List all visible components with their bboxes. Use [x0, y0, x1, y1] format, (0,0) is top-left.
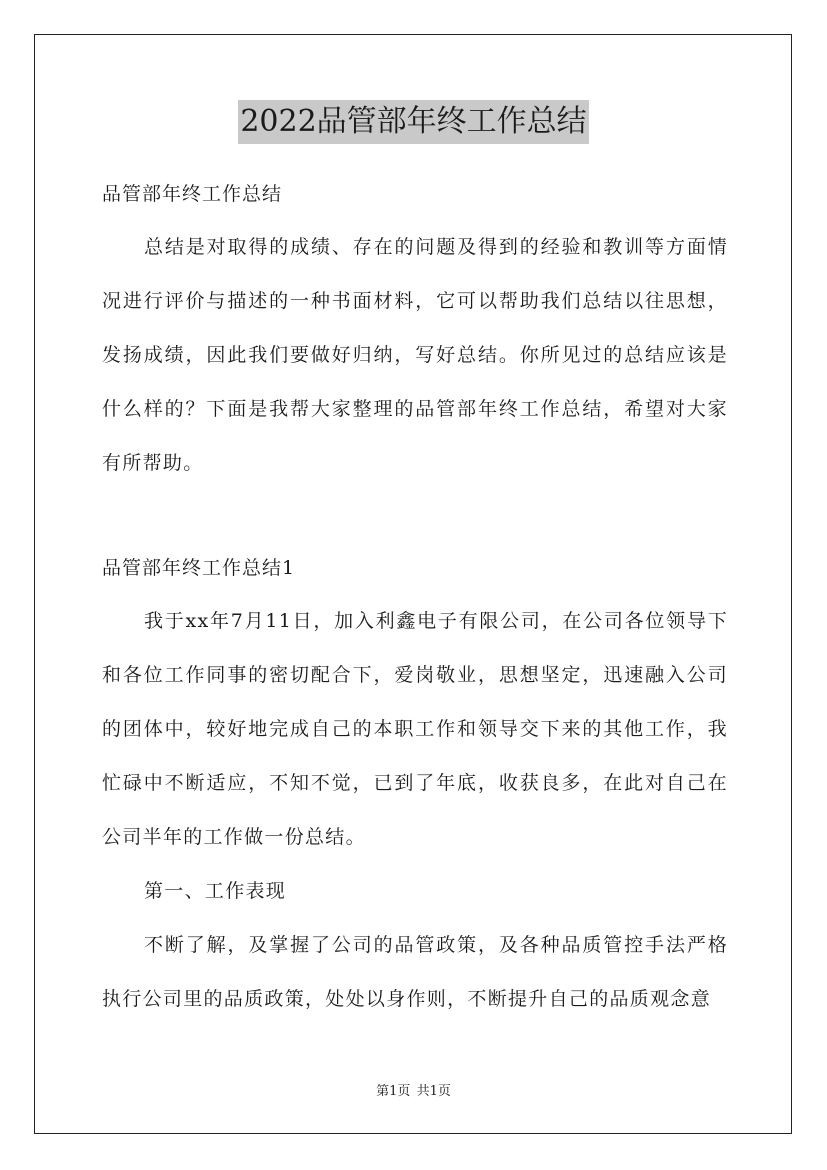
work-paragraph: 不断了解，及掌握了公司的品管政策，及各种品质管控手法严格执行公司里的品质政策，处处以身作则，不断提升自己的品质观念意	[102, 934, 728, 1010]
document-title: 2022品管部年终工作总结	[238, 100, 588, 144]
section-heading: 品管部年终工作总结1	[102, 557, 296, 579]
blank-line	[102, 490, 728, 542]
document-body	[102, 168, 728, 1026]
intro-paragraph: 总结是对取得的成绩、存在的问题及得到的经验和教训等方面情况进行评价与描述的一种书面材料，它可以帮助我们总结以往思想，发扬成绩，因此我们要做好归纳，写好总结。你所见过的总结应该是什么样的？下面是我帮大家整理的品管部年终工作总结，希望对大家有所帮助。	[102, 236, 728, 474]
title-block	[0, 100, 827, 144]
subheading-work-performance: 第一、工作表现	[144, 880, 287, 902]
page-total: 共1页	[416, 1084, 451, 1099]
page-footer	[0, 1082, 827, 1102]
section-paragraph: 我于xx年7月11日，加入利鑫电子有限公司，在公司各位领导下和各位工作同事的密切配合下，爱岗敬业，思想坚定，迅速融入公司的团体中，较好地完成自己的本职工作和领导交下来的其他工作，我忙碌中不断适应，不知不觉，已到了年底，收获良多，在此对自己在公司半年的工作做一份总结。	[102, 610, 728, 848]
subtitle: 品管部年终工作总结	[102, 183, 283, 205]
page-number: 第1页	[376, 1084, 411, 1099]
